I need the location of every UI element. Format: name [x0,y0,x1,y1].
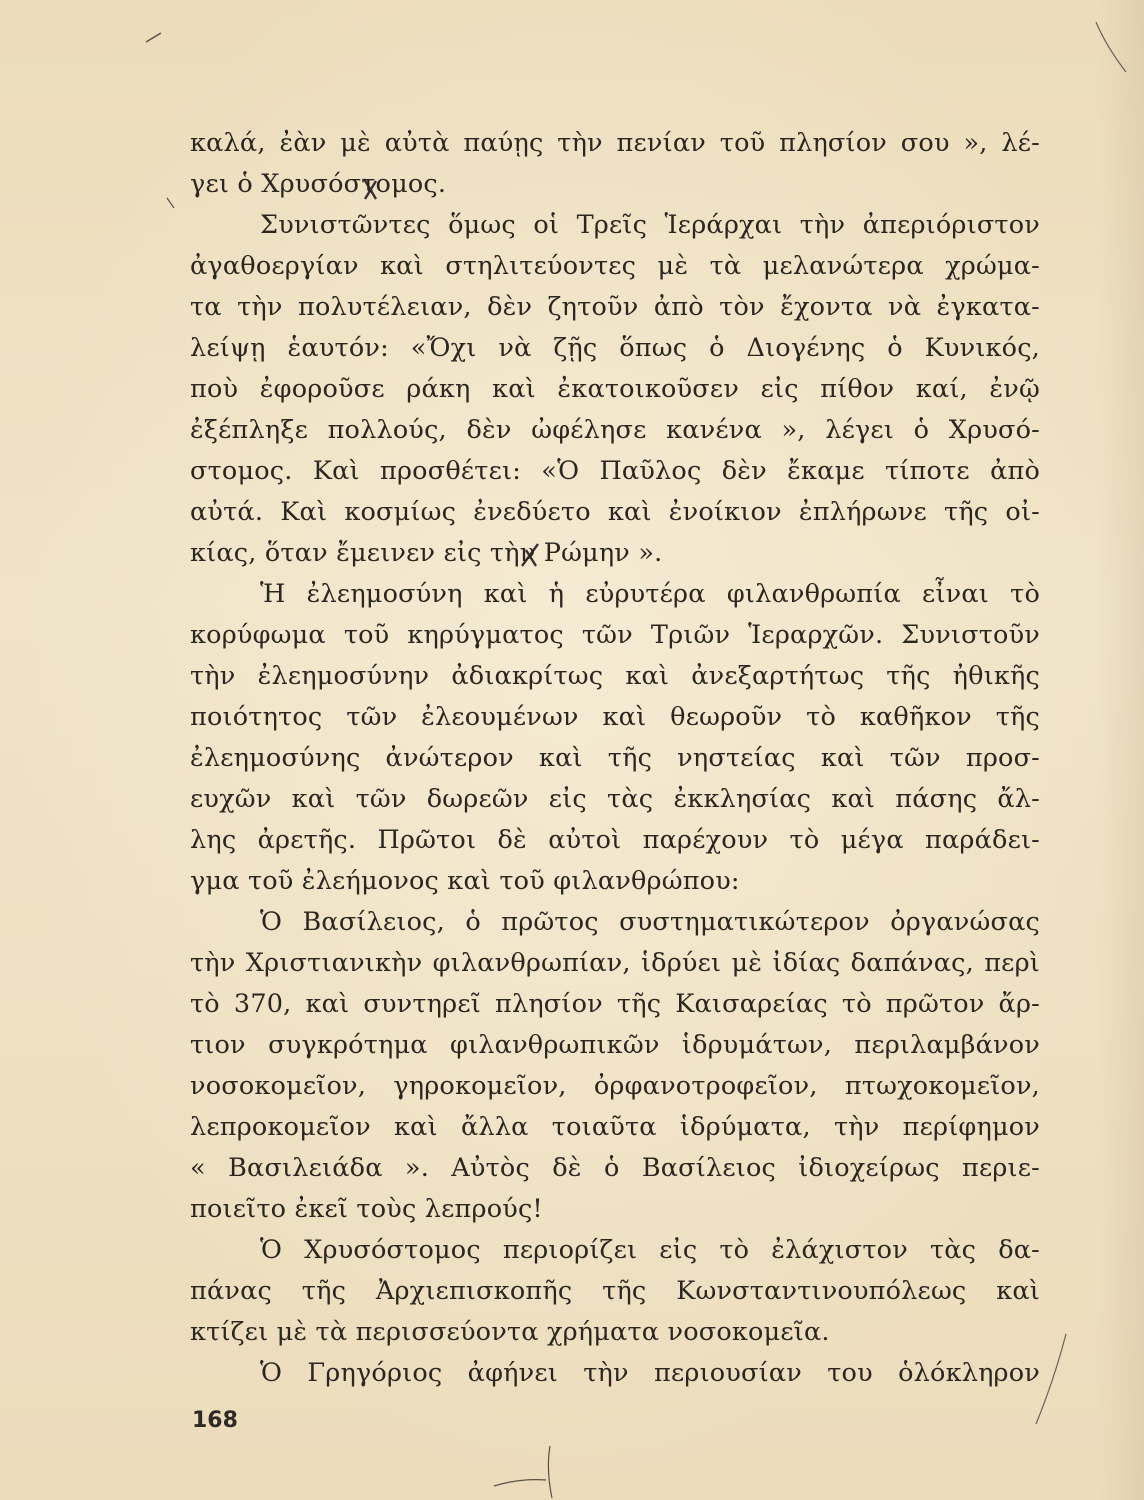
text-line: γμα τοῦ ἐλεήμονος καὶ τοῦ φιλανθρώπου: [190,866,740,896]
text-line: καλά, ἐὰν μὲ αὐτὰ παύῃς τὴν πενίαν τοῦ πλησίον σου », λέ- [190,128,1040,158]
text-line: τὴν Χριστιανικὴν φιλανθρωπίαν, ἱδρύει μὲ ἰδίας δαπάνας, περὶ [190,948,1040,978]
text-line: τα τὴν πολυτέλειαν, δὲν ζητοῦν ἀπὸ τὸν ἔχοντα νὰ ἐγκατα- [190,292,1040,322]
text-line: Ὁ Χρυσόστομος περιορίζει εἰς τὸ ἐλάχιστον τὰς δα- [260,1235,1040,1265]
margin-pencil-mark-bottom [490,1440,570,1500]
text-line: κορύφωμα τοῦ κηρύγματος τῶν Τριῶν Ἱεραρχῶν. Συνιστοῦν [190,620,1040,650]
text-line: τὸ 370, καὶ συντηρεῖ πλησίον τῆς Καισαρείας τὸ πρῶτον ἄρ- [190,989,1040,1019]
margin-pencil-mark-top-right [1092,16,1132,76]
text-line: Ὁ Γρηγόριος ἀφήνει τὴν περιουσίαν του ὁλόκληρον [260,1358,1040,1388]
text-line: ποιότητος τῶν ἐλεουμένων καὶ θεωροῦν τὸ καθῆκον τῆς [190,702,1040,732]
text-line: γει ὁ Χρυσόστομος. [190,169,447,199]
text-line: λεπροκομεῖον καὶ ἄλλα τοιαῦτα ἱδρύματα, τὴν περίφημον [190,1112,1040,1142]
text-line: λης ἀρετῆς. Πρῶτοι δὲ αὐτοὶ παρέχουν τὸ μέγα παράδει- [190,825,1040,855]
margin-pencil-mark-top-left [144,30,164,44]
text-line: ἐλεημοσύνης ἀνώτερον καὶ τῆς νηστείας καὶ τῶν προσ- [190,743,1040,773]
text-line: τιον συγκρότημα φιλανθρωπικῶν ἱδρυμάτων, περιλαμβάνον [190,1030,1040,1060]
text-line: πάνας τῆς Ἀρχιεπισκοπῆς τῆς Κωνσταντινουπόλεως καὶ [190,1276,1040,1306]
text-line: « Βασιλειάδα ». Αὐτὸς δὲ ὁ Βασίλειος ἰδιοχείρως περιε- [190,1153,1040,1183]
text-line: ποὺ ἐφοροῦσε ράκη καὶ ἐκατοικοῦσεν εἰς πίθον καί, ἐνῷ [190,374,1040,404]
text-line: Συνιστῶντες ὅμως οἱ Τρεῖς Ἱεράρχαι τὴν ἀπεριόριστον [260,210,1040,240]
text-line: ποιεῖτο ἐκεῖ τοὺς λεπρούς! [190,1194,543,1224]
text-line: Ὁ Βασίλειος, ὁ πρῶτος συστηματικώτερον ὀργανώσας [260,907,1040,937]
text-line: κτίζει μὲ τὰ περισσεύοντα χρήματα νοσοκομεῖα. [190,1317,830,1347]
text-line: τὴν ἐλεημοσύνην ἀδιακρίτως καὶ ἀνεξαρτήτως τῆς ἠθικῆς [190,661,1040,691]
text-line: ἀγαθοεργίαν καὶ στηλιτεύοντες μὲ τὰ μελανώτερα χρώμα- [190,251,1040,281]
text-line: λείψῃ ἑαυτόν: «Ὄχι νὰ ζῇς ὅπως ὁ Διογένης ὁ Κυνικός, [190,333,1040,363]
text-line: ἐξέπληξε πολλούς, δὲν ὠφέλησε κανένα », λέγει ὁ Χρυσό- [190,415,1040,445]
text-line: στομος. Καὶ προσθέτει: «Ὁ Παῦλος δὲν ἔκαμε τίποτε ἀπὸ [190,456,1040,486]
page-number: 168 [192,1408,238,1433]
text-line: κίας, ὅταν ἔμεινεν εἰς τὴν Ρώμην ». [190,538,663,568]
text-line: αὐτά. Καὶ κοσμίως ἐνεδύετο καὶ ἐνοίκιον ἐπλήρωνε τῆς οἰ- [190,497,1040,527]
text-line: νοσοκομεῖον, γηροκομεῖον, ὀρφανοτροφεῖον, πτωχοκομεῖον, [190,1071,1040,1101]
text-line: Ἡ ἐλεημοσύνη καὶ ἡ εὐρυτέρα φιλανθρωπία εἶναι τὸ [260,579,1040,609]
margin-pencil-mark-left-tick [165,196,177,210]
page-edge-shade [1098,0,1144,1500]
text-line: ευχῶν καὶ τῶν δωρεῶν εἰς τὰς ἐκκλησίας καὶ πάσης ἄλ- [190,784,1040,814]
